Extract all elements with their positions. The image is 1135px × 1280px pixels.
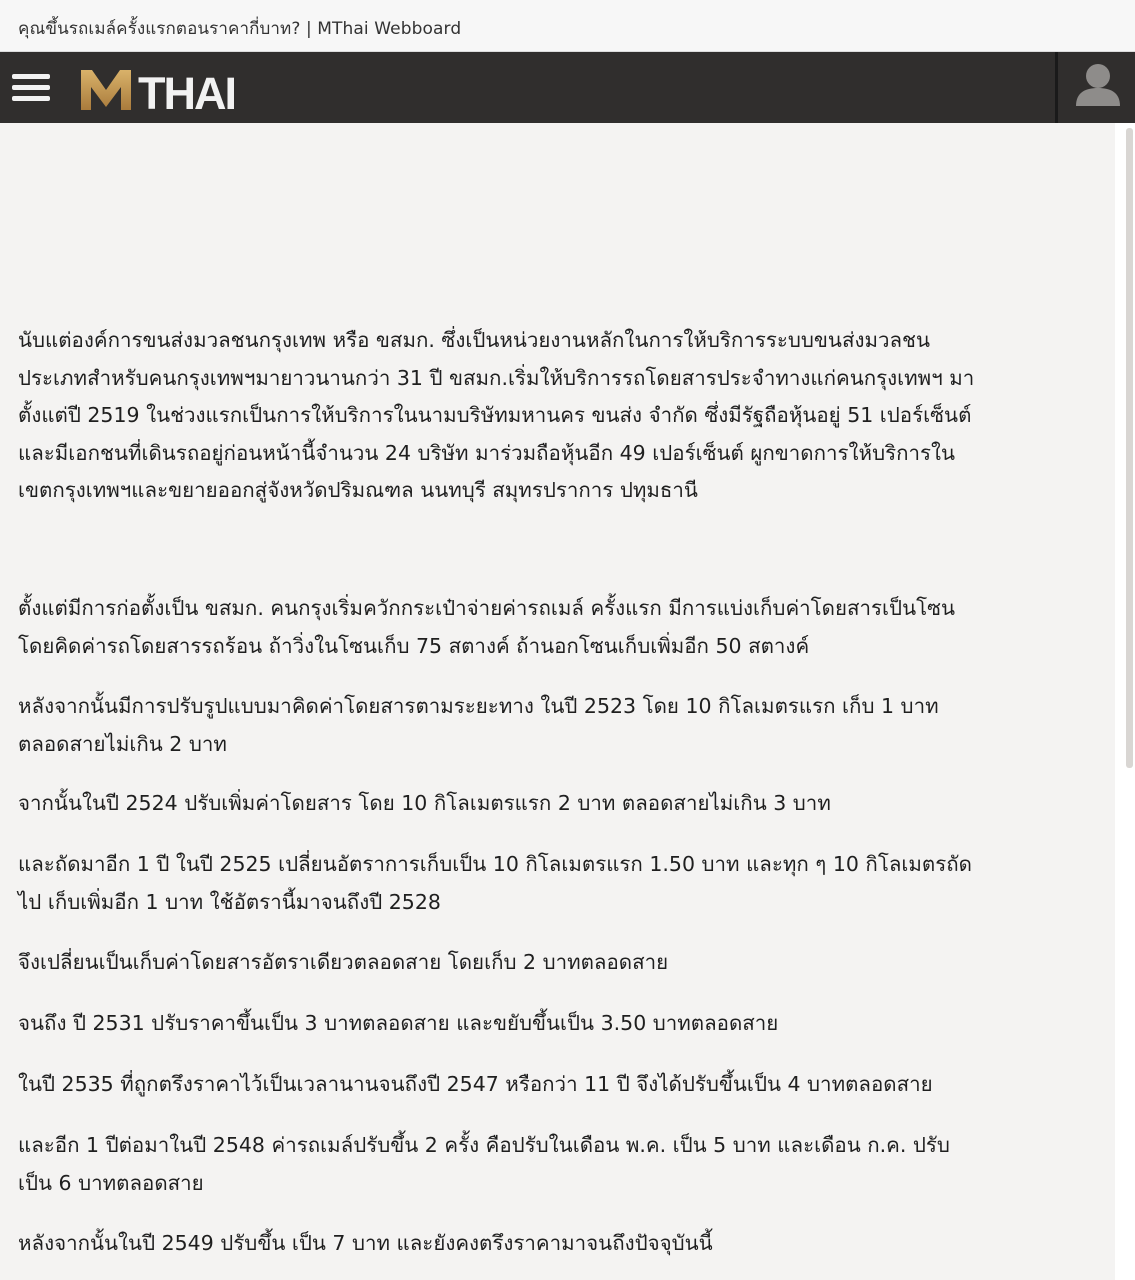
page-tab-title[interactable]: คุณขึ้นรถเมล์ครั้งแรกตอนราคากี่บาท? | MThai Webboard — [18, 19, 462, 39]
mthai-logo[interactable] — [78, 64, 258, 114]
logo-wordmark: THAI — [138, 68, 235, 114]
article-paragraph: นับแต่องค์การขนส่งมวลชนกรุงเทพ หรือ ขสมก. ซึ่งเป็นหน่วยงานหลักในการให้บริการระบบขนส่งมวลชน ประเภทสำหรับคนกรุงเทพฯมายาวนานกว่า 31 ปี ขสมก.เริ่มให้บริการรถโดยสารประจำทางแก่คนกรุงเทพฯ มา ตั้งแต่ปี 2519 ในช่วงแรกเป็นการให้บริการในนามบริษัทมหานคร ขนส่ง จำกัด ซึ่งมีรัฐถือหุ้นอยู่ 51 เปอร์เซ็นต์ และมีเอกชนที่เดินรถอยู่ก่อนหน้านี้จำนวน 24 บริษัท มาร่วมถือหุ้นอีก 49 เปอร์เซ็นต์ ผูกขาดการให้บริการใน เขตกรุงเทพฯและขยายออกสู่จังหวัดปริมณฑล นนทบุรี สมุทรปราการ ปทุมธานี — [18, 328, 975, 502]
article-paragraph: และถัดมาอีก 1 ปี ในปี 2525 เปลี่ยนอัตราการเก็บเป็น 10 กิโลเมตรแรก 1.50 บาท และทุก ๆ 10 กิโลเมตรถัด ไป เก็บเพิ่มอีก 1 บาท ใช้อัตรานี้มาจนถึงปี 2528 — [18, 852, 972, 914]
article-paragraph: และอีก 1 ปีต่อมาในปี 2548 ค่ารถเมล์ปรับขึ้น 2 ครั้ง คือปรับในเดือน พ.ค. เป็น 5 บาท และเดือน ก.ค. ปรับ เป็น 6 บาทตลอดสาย — [18, 1133, 950, 1195]
article-paragraph: หลังจากนั้นมีการปรับรูปแบบมาคิดค่าโดยสารตามระยะทาง ในปี 2523 โดย 10 กิโลเมตรแรก เก็บ 1 บาท ตลอดสายไม่เกิน 2 บาท — [18, 694, 939, 756]
article-paragraph: จนถึง ปี 2531 ปรับราคาขึ้นเป็น 3 บาทตลอดสาย และขยับขึ้นเป็น 3.50 บาทตลอดสาย — [18, 1011, 779, 1035]
site-navbar — [0, 52, 1135, 123]
scrollbar-thumb[interactable] — [1126, 128, 1133, 768]
article-paragraph: จึงเปลี่ยนเป็นเก็บค่าโดยสารอัตราเดียวตลอดสาย โดยเก็บ 2 บาทตลอดสาย — [18, 950, 669, 974]
user-avatar-icon[interactable] — [1068, 58, 1128, 118]
hamburger-menu-icon[interactable] — [12, 72, 50, 102]
article-paragraph: ในปี 2535 ที่ถูกตรึงราคาไว้เป็นเวลานานจนถึงปี 2547 หรือกว่า 11 ปี จึงได้ปรับขึ้นเป็น 4 บาทตลอดสาย — [18, 1072, 933, 1096]
article-paragraph: ตั้งแต่มีการก่อตั้งเป็น ขสมก. คนกรุงเริ่มควักกระเป๋าจ่ายค่ารถเมล์ ครั้งแรก มีการแบ่งเก็บค่าโดยสารเป็นโซน โดยคิดค่ารถโดยสารรถร้อน ถ้าวิ่งในโซนเก็บ 75 สตางค์ ถ้านอกโซนเก็บเพิ่มอีก 50 สตางค์ — [18, 596, 956, 658]
browser-tab-bar — [0, 0, 1135, 52]
article-paragraph: จากนั้นในปี 2524 ปรับเพิ่มค่าโดยสาร โดย 10 กิโลเมตรแรก 2 บาท ตลอดสายไม่เกิน 3 บาท — [18, 791, 831, 815]
article-paragraph: หลังจากนั้นในปี 2549 ปรับขึ้น เป็น 7 บาท และยังคงตรึงราคามาจนถึงปัจจุบันนี้ — [18, 1231, 713, 1255]
navbar-divider — [1055, 52, 1058, 123]
